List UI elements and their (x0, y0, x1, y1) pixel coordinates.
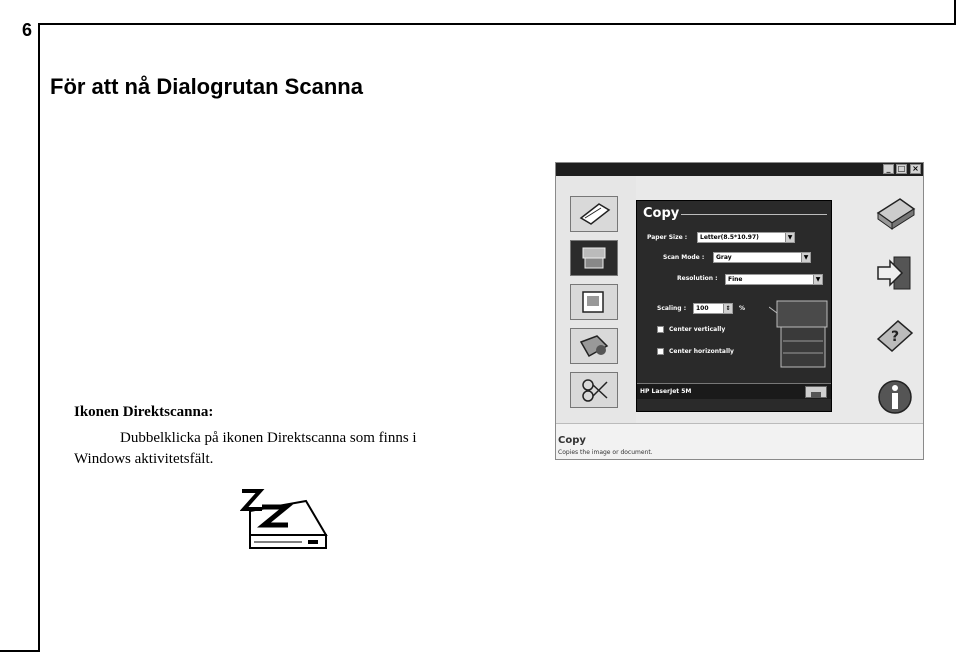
minimize-button[interactable]: _ (883, 164, 894, 174)
paper-size-value: Letter(8.5*10.97) (700, 234, 759, 241)
scan-mode-select[interactable] (713, 252, 811, 263)
status-area (556, 423, 923, 460)
scaling-value: 100 (696, 305, 709, 312)
scanner-button[interactable] (874, 193, 916, 233)
mail-function-button[interactable] (570, 328, 618, 364)
fax-function-button[interactable] (570, 284, 618, 320)
resolution-select[interactable] (725, 274, 823, 285)
printer-selector[interactable] (637, 383, 831, 399)
caption-line-2: Windows aktivitetsfält. (74, 451, 214, 467)
page-heading: För att nå Dialogrutan Scanna (50, 74, 363, 99)
info-button[interactable] (874, 377, 916, 417)
help-icon (874, 315, 916, 355)
printer-icon (806, 390, 826, 400)
center-vertically-label: Center vertically (669, 326, 726, 333)
center-horizontally-checkbox[interactable] (657, 348, 664, 355)
help-button[interactable] (874, 315, 916, 355)
caption-body (74, 428, 474, 470)
panel-title: Copy (643, 206, 680, 221)
status-description: Copies the image or document. (558, 449, 653, 456)
chevron-down-icon: ▼ (785, 233, 794, 242)
printer-button[interactable] (805, 386, 827, 398)
chevron-down-icon: ▼ (801, 253, 810, 262)
scanner-icon (874, 193, 916, 233)
center-vertically-checkbox[interactable] (657, 326, 664, 333)
close-button[interactable]: × (910, 164, 921, 174)
center-horizontally-label: Center horizontally (669, 348, 734, 355)
ocr-function-button[interactable] (570, 372, 618, 408)
scan-dialog-screenshot (555, 162, 924, 460)
copy-panel (636, 200, 832, 412)
frame-left-line (38, 23, 40, 651)
copy-icon (577, 244, 613, 272)
copy-function-button[interactable] (570, 240, 618, 276)
exit-button[interactable] (874, 253, 916, 293)
exit-icon (874, 253, 916, 293)
stepper-arrows-icon: ⇕ (723, 304, 732, 313)
caption-title: Ikonen Direktscanna: (74, 404, 214, 420)
status-title: Copy (558, 435, 586, 446)
maximize-button[interactable]: □ (897, 164, 906, 173)
ocr-icon (577, 376, 613, 404)
scan-function-button[interactable] (570, 196, 618, 232)
panel-title-rule (681, 214, 827, 215)
scaling-unit: % (739, 305, 746, 312)
svg-text:?: ? (891, 329, 900, 345)
caption-line-1: Dubbelklicka på ikonen Direktscanna som finns i (120, 430, 417, 446)
scan-mode-value: Gray (716, 254, 732, 261)
frame-right-line (954, 0, 956, 25)
printer-name: HP LaserJet 5M (640, 388, 692, 395)
window-titlebar (556, 163, 923, 176)
scan-icon (577, 200, 613, 228)
printer-illustration-icon (769, 293, 831, 373)
resolution-value: Fine (728, 276, 743, 283)
scaling-label: Scaling : (657, 305, 687, 312)
resolution-label: Resolution : (677, 275, 718, 282)
fax-icon (577, 288, 613, 316)
paper-size-label: Paper Size : (647, 234, 688, 241)
frame-bottom-line (0, 650, 40, 652)
chevron-down-icon: ▼ (813, 275, 822, 284)
info-icon (874, 377, 916, 417)
scaling-stepper[interactable] (693, 303, 733, 314)
page-number: 6 (22, 20, 33, 40)
frame-top-line (38, 23, 956, 25)
function-sidebar (556, 176, 636, 423)
scan-mode-label: Scan Mode : (663, 254, 705, 261)
mail-icon (577, 332, 613, 360)
paper-size-select[interactable] (697, 232, 795, 243)
direct-scan-icon[interactable] (240, 487, 330, 552)
